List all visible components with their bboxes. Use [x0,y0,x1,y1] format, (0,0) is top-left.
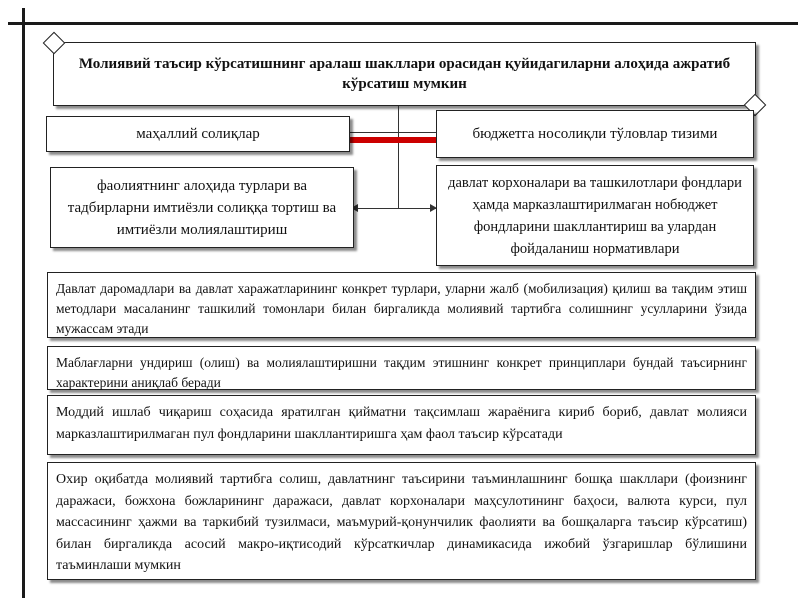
local-taxes-box: маҳаллий солиқлар [46,116,350,152]
paragraph-box-1: Давлат даромадлари ва давлат харажатларининг конкрет турлари, уларни жалб (мобилизация) қилиш ва тақдим этиш методлари масаланинг ташкилий томонлари билан биргаликда молиявий тартибга солишнинг усулларини ўзида мужассам этади [47,272,756,338]
paragraph-box-2: Маблағларни ундириш (олиш) ва молиялаштиришни тақдим этишнинг конкрет принциплари бундай таъсирнинг характерини аниқлаб беради [47,346,756,390]
frame-left-line [22,8,25,598]
paragraph-box-4: Охир оқибатда молиявий тартибга солиш, давлатнинг таъсирини таъминлашнинг бошқа шакллари (фоизнинг даражаси, божхона божларининг даражаси, давлат корхоналари маҳсулотининг баҳоси, валюта курси, пул массасининг ҳажми ва таркибий тузилмаси, маъмурий-қонунчилик фаолияти ва бошқаларга таъсир кўрсатиш) билан биргаликда асосий макро-иқтисодий кўрсаткичлар динамикасида ижобий ўзгаришлар бўлишини таъминлаши мумкин [47,462,756,580]
frame-top-line [8,22,798,25]
red-link-bar [350,137,436,143]
lower-link-line [357,208,436,209]
diagram-title: Молиявий таъсир кўрсатишнинг аралаш шакллари орасидан қуйидагиларни алоҳида ажратиб кўрсатиш мумкин [53,42,756,106]
center-connector-line [398,106,399,208]
non-tax-payments-box: бюджетга носолиқли тўловлар тизими [436,110,754,158]
top-link-line [350,132,436,133]
state-funds-norms-box: давлат корхоналари ва ташкилотлари фондлари ҳамда марказлаштирилмаган нобюджет фондларини шакллантириш ва улардан фойдаланиш нормативлари [436,165,754,266]
paragraph-box-3: Моддий ишлаб чиқариш соҳасида яратилган қийматни тақсимлаш жараёнига кириб бориб, давлат молияси марказлаштирилмаган пул фондларини шакллантиришга ҳам фаол таъсир кўрсатади [47,395,756,455]
preferential-taxation-box: фаолиятнинг алоҳида турлари ва тадбирларни имтиёзли солиққа тортиш ва имтиёзли молиялаштириш [50,167,354,248]
